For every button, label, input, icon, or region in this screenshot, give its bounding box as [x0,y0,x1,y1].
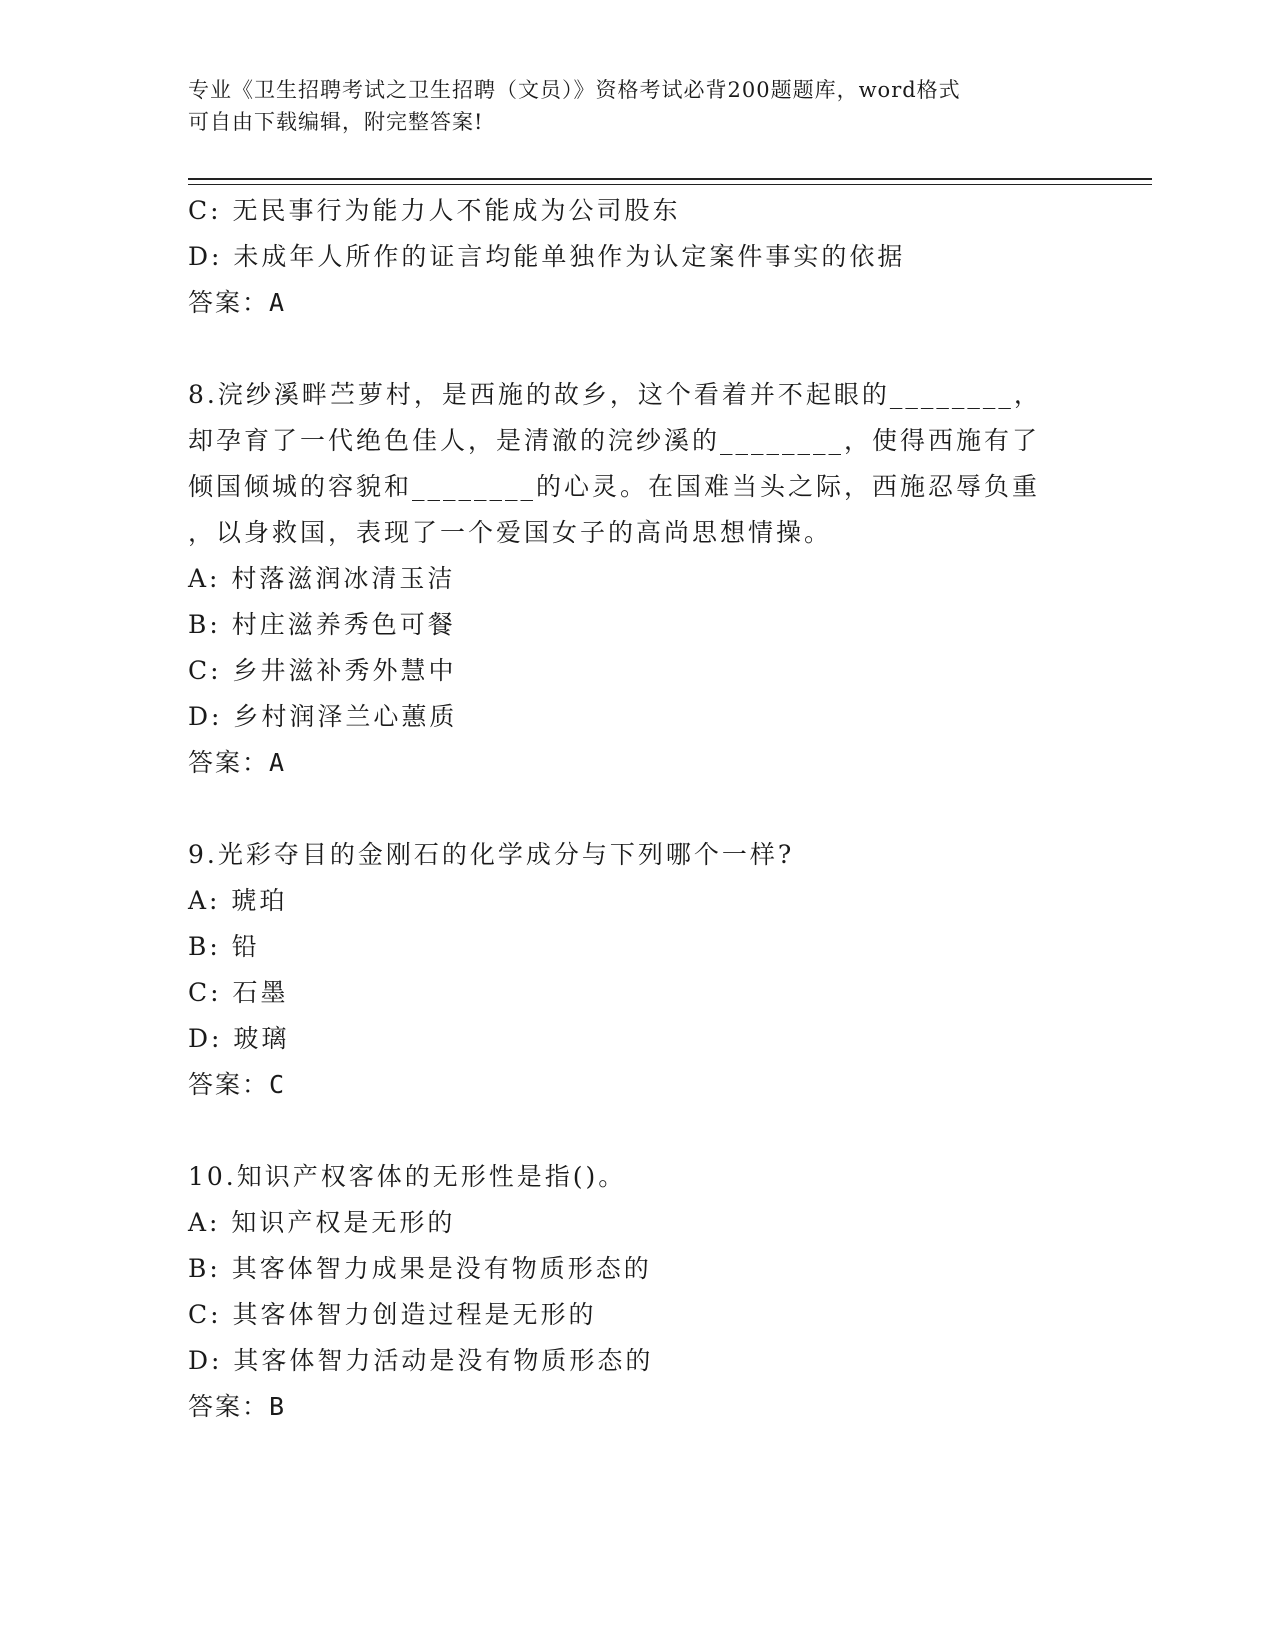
option-c: C: 其客体智力创造过程是无形的 [188,1300,597,1329]
question-text-line: ，以身救国，表现了一个爱国女子的高尚思想情操。 [188,518,833,547]
option-d: D: 未成年人所作的证言均能单独作为认定案件事实的依据 [188,242,906,271]
option-c: C: 乡井滋补秀外慧中 [188,656,457,685]
question-9 [188,832,1088,1108]
question-8 [188,372,1088,786]
question-text-line: 倾国倾城的容貌和________的心灵。在国难当头之际，西施忍辱负重 [188,472,1041,501]
option-d: D: 玻璃 [188,1024,290,1053]
option-a: A: 琥珀 [188,886,288,915]
header-divider-thick [188,178,1152,180]
answer-label: 答案： [188,1070,270,1099]
header-divider-thin [188,184,1152,185]
answer-line [188,740,1088,786]
option-a: A: 村落滋润冰清玉洁 [188,564,456,593]
answer-label: 答案： [188,1392,270,1421]
spacer [188,326,1088,372]
question-text-line: 却孕育了一代绝色佳人，是清澈的浣纱溪的________，使得西施有了 [188,426,1041,455]
answer-value: A [269,288,288,317]
option-a: A: 知识产权是无形的 [188,1208,456,1237]
spacer [188,1108,1088,1154]
question-10 [188,1154,1088,1430]
spacer [188,786,1088,832]
answer-label: 答案： [188,288,270,317]
header-title-line-1: 专业《卫生招聘考试之卫生招聘（文员）》资格考试必背200题题库，word格式 [188,78,961,102]
option-b: B: 铅 [188,932,260,961]
answer-value: C [269,1070,288,1099]
option-c: C: 石墨 [188,978,289,1007]
option-b: B: 其客体智力成果是没有物质形态的 [188,1254,652,1283]
answer-line [188,1384,1088,1430]
answer-value: A [269,748,288,777]
option-b: B: 村庄滋养秀色可餐 [188,610,456,639]
question-text-line: 8.浣纱溪畔苎萝村，是西施的故乡，这个看着并不起眼的________， [188,380,1042,409]
header-title-line-2: 可自由下载编辑，附完整答案! [188,110,484,134]
answer-line [188,280,1088,326]
option-d: D: 其客体智力活动是没有物质形态的 [188,1346,654,1375]
answer-value: B [269,1392,288,1421]
question-text-line: 10.知识产权客体的无形性是指()。 [188,1162,627,1191]
question-7-tail [188,188,1088,326]
question-list [188,188,1088,1430]
option-d: D: 乡村润泽兰心蕙质 [188,702,458,731]
question-text-line: 9.光彩夺目的金刚石的化学成分与下列哪个一样? [188,840,795,869]
answer-line [188,1062,1088,1108]
option-c: C: 无民事行为能力人不能成为公司股东 [188,196,681,225]
answer-label: 答案： [188,748,270,777]
document-header [188,74,1088,138]
